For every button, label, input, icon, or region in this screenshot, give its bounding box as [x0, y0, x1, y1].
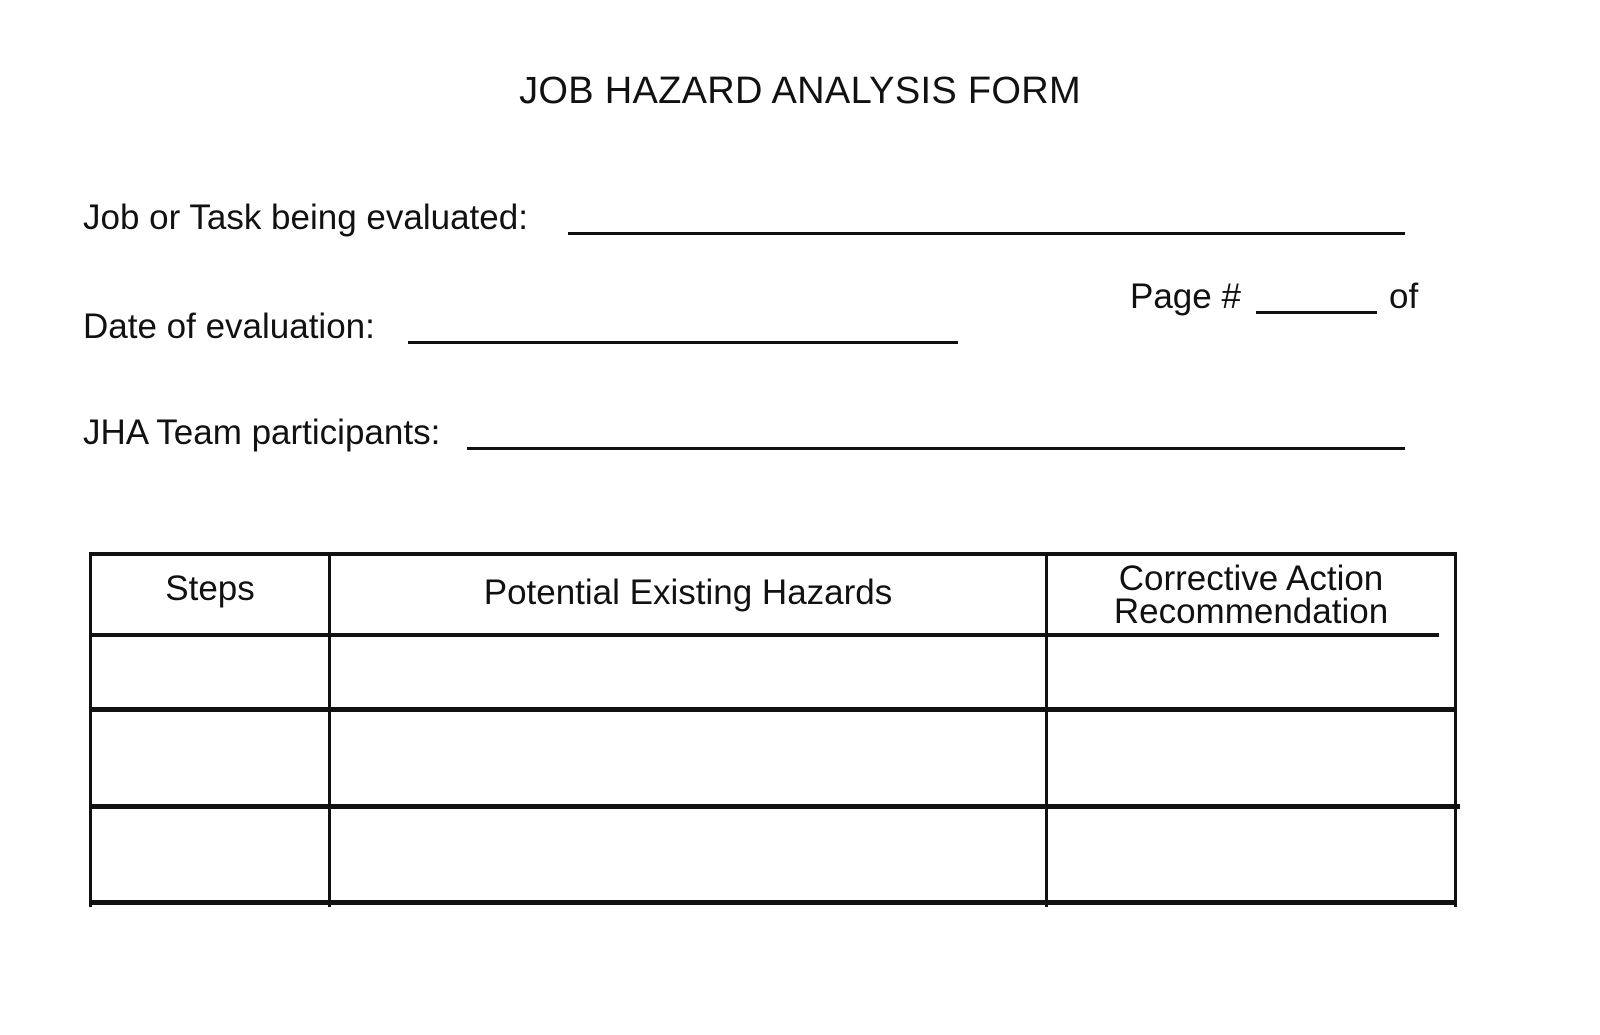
job-task-label: Job or Task being evaluated: [83, 198, 528, 237]
cell-corrective-action[interactable] [1048, 637, 1454, 707]
table-right-border [1454, 552, 1457, 907]
page-number-label: Page # [1130, 277, 1241, 316]
column-header-hazards: Potential Existing Hazards [483, 573, 893, 612]
column-header-steps: Steps [165, 569, 255, 608]
table-top-border [89, 552, 1457, 556]
date-label: Date of evaluation: [83, 307, 375, 346]
cell-corrective-action[interactable] [1048, 712, 1454, 804]
cell-step[interactable] [92, 637, 328, 707]
column-header-recommendation: Recommendation [1113, 592, 1389, 631]
page-of-label: of [1389, 277, 1419, 316]
cell-hazard[interactable] [331, 637, 1045, 707]
cell-step[interactable] [92, 712, 328, 804]
form-title: JOB HAZARD ANALYSIS FORM [519, 70, 1081, 112]
cell-hazard[interactable] [331, 809, 1045, 900]
table-bottom-border [89, 900, 1457, 905]
team-label: JHA Team participants: [83, 413, 441, 452]
job-task-field[interactable] [568, 232, 1405, 235]
page-number-field[interactable] [1256, 311, 1377, 314]
column-header-corrective-action: Corrective Action [1118, 559, 1384, 598]
cell-hazard[interactable] [331, 712, 1045, 804]
cell-step[interactable] [92, 809, 328, 900]
hazard-table [89, 552, 1456, 907]
date-field[interactable] [408, 341, 958, 344]
cell-corrective-action[interactable] [1048, 809, 1454, 900]
team-field[interactable] [467, 447, 1405, 450]
